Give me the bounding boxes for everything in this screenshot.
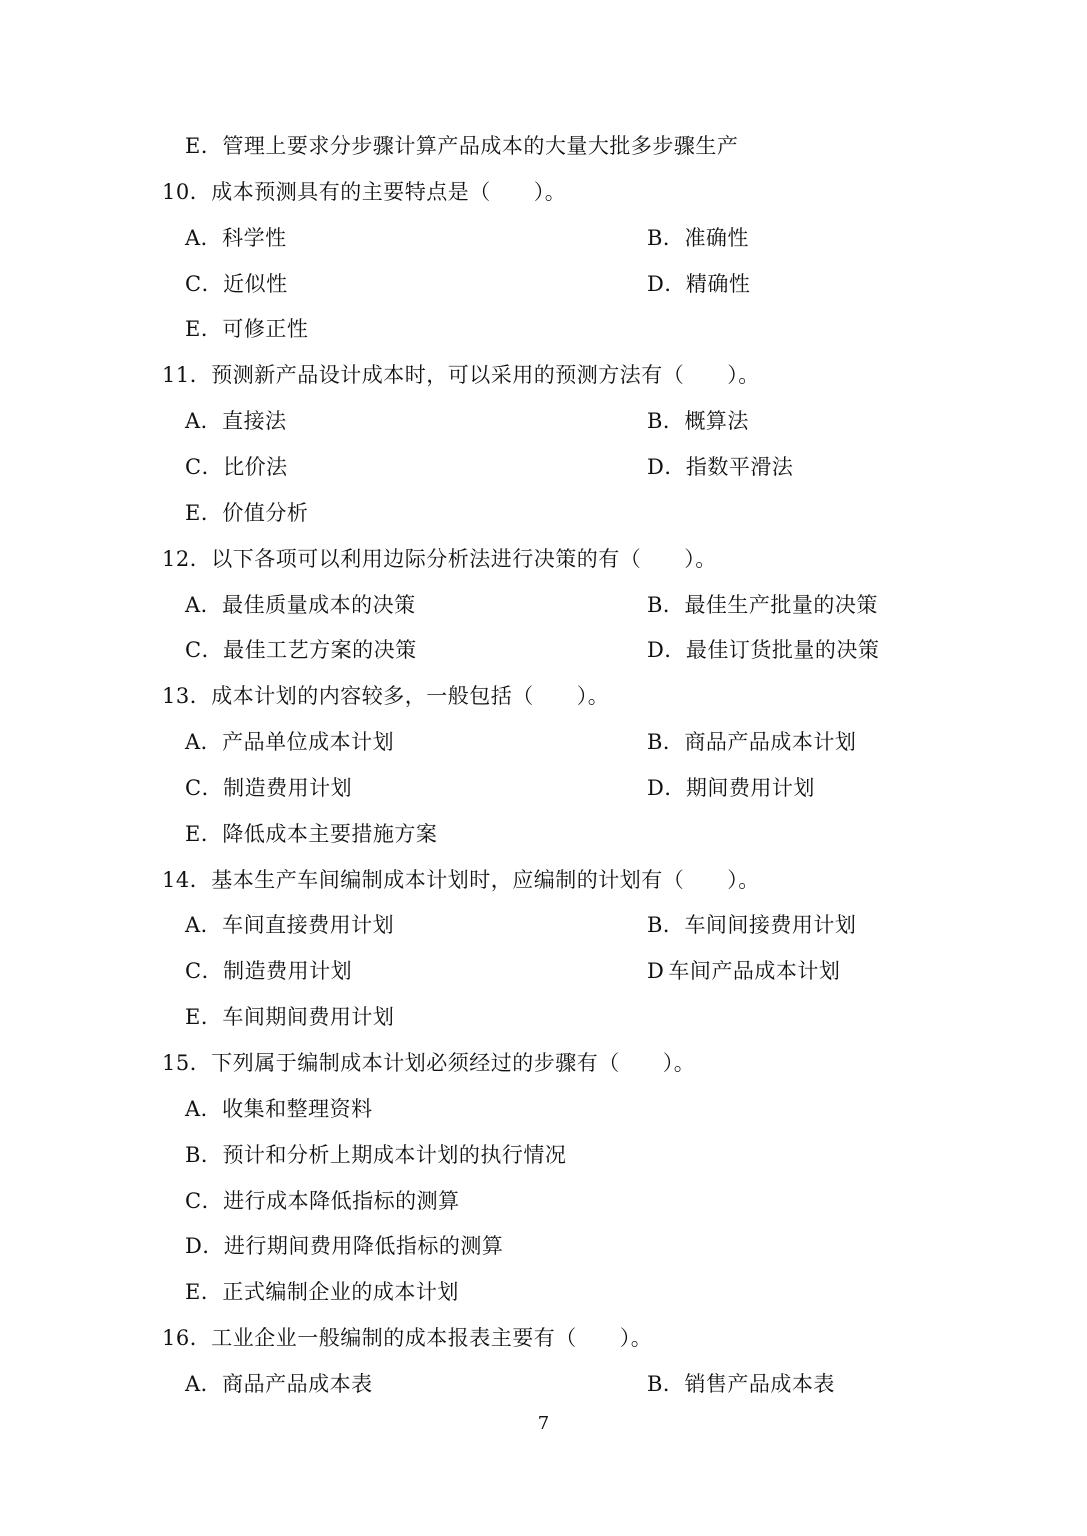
option [647, 270, 750, 298]
option [185, 820, 437, 848]
option [647, 957, 840, 985]
question-stem [162, 682, 609, 710]
option [647, 453, 793, 481]
option-text: 进行成本降低指标的测算 [223, 1189, 460, 1213]
option-label: A． [185, 593, 223, 617]
option-label: E． [185, 134, 223, 158]
option-label: A． [185, 913, 223, 937]
option-label: B． [647, 409, 685, 433]
question-number: 14． [162, 868, 212, 892]
option-label: C． [185, 959, 224, 983]
option-text: 车间间接费用计划 [684, 913, 857, 937]
option [185, 499, 308, 527]
option-text: 车间期间费用计划 [222, 1005, 395, 1029]
option-text: 精确性 [685, 272, 751, 296]
question-text: 预测新产品设计成本时，可以采用的预测方法有（ ）。 [211, 363, 760, 387]
option [185, 636, 417, 664]
option [647, 1370, 835, 1398]
option-label: B． [647, 913, 685, 937]
option-label: C． [185, 776, 224, 800]
option-text: 预计和分析上期成本计划的执行情况 [222, 1143, 567, 1167]
option-label: A． [185, 730, 223, 754]
option-text: 价值分析 [222, 501, 309, 525]
option-label: E． [185, 1280, 223, 1304]
option [185, 453, 288, 481]
question-stem [162, 545, 717, 573]
option [185, 1187, 460, 1215]
question-text: 成本预测具有的主要特点是（ ）。 [211, 180, 567, 204]
question-text: 工业企业一般编制的成本报表主要有（ ）。 [211, 1326, 653, 1350]
option [185, 224, 287, 252]
option-text: 最佳工艺方案的决策 [223, 638, 417, 662]
option-text: 比价法 [223, 455, 288, 479]
option-text: 直接法 [222, 409, 287, 433]
option [185, 728, 394, 756]
option-text: 车间直接费用计划 [222, 913, 395, 937]
option-label: E． [185, 1005, 223, 1029]
question-number: 12． [162, 547, 212, 571]
question-text: 成本计划的内容较多，一般包括（ ）。 [211, 684, 610, 708]
option [185, 774, 352, 802]
option [647, 911, 856, 939]
option-label: C． [185, 272, 224, 296]
option-label: B． [647, 226, 685, 250]
option-text: 科学性 [222, 226, 287, 250]
option-label: E． [185, 822, 223, 846]
question-text: 下列属于编制成本计划必须经过的步骤有（ ）。 [211, 1051, 696, 1075]
option-text: 销售产品成本表 [684, 1372, 835, 1396]
question-stem [162, 866, 760, 894]
option [185, 911, 394, 939]
option-label: D． [647, 455, 686, 479]
option-label: A． [185, 1372, 223, 1396]
question-text: 以下各项可以利用边际分析法进行决策的有（ ）。 [211, 547, 717, 571]
option [647, 591, 878, 619]
option-text: 制造费用计划 [223, 959, 353, 983]
option [647, 636, 879, 664]
option [185, 1003, 394, 1031]
option-label: B． [647, 730, 685, 754]
option [185, 270, 288, 298]
option-label: B． [647, 1372, 685, 1396]
option-label: A． [185, 409, 223, 433]
option-text: 进行期间费用降低指标的测算 [223, 1234, 504, 1258]
option [185, 1370, 373, 1398]
option-label: E． [185, 317, 223, 341]
option-label: D． [647, 272, 686, 296]
question-stem [162, 178, 566, 206]
option-text: 期间费用计划 [685, 776, 815, 800]
option-label: C． [185, 638, 224, 662]
option-text: 近似性 [223, 272, 288, 296]
page-number: 7 [537, 1413, 550, 1434]
option [185, 1232, 503, 1260]
option-text: 准确性 [684, 226, 749, 250]
option [647, 774, 815, 802]
option-label: E． [185, 501, 223, 525]
option-text: 指数平滑法 [685, 455, 794, 479]
option-text: 制造费用计划 [223, 776, 353, 800]
option [185, 407, 287, 435]
option-label: D [647, 959, 665, 983]
option-label: C． [185, 1189, 224, 1213]
question-number: 11． [162, 363, 212, 387]
option-text: 产品单位成本计划 [222, 730, 395, 754]
option-text: 管理上要求分步骤计算产品成本的大量大批多步骤生产 [222, 134, 739, 158]
option-text: 收集和整理资料 [222, 1097, 373, 1121]
question-stem [162, 361, 760, 389]
option [185, 957, 352, 985]
option-label: A． [185, 1097, 223, 1121]
option [185, 591, 416, 619]
option-label: B． [647, 593, 685, 617]
option-text: 概算法 [684, 409, 749, 433]
option-label: A． [185, 226, 223, 250]
option [647, 224, 749, 252]
option [185, 1278, 459, 1306]
option-text: 车间产品成本计划 [668, 959, 841, 983]
option-label: D． [647, 776, 686, 800]
question-number: 10． [162, 180, 212, 204]
option-label: D． [185, 1234, 224, 1258]
option [185, 1141, 566, 1169]
question-number: 13． [162, 684, 212, 708]
option-text: 商品产品成本计划 [684, 730, 857, 754]
question-text: 基本生产车间编制成本计划时，应编制的计划有（ ）。 [211, 868, 760, 892]
question-number: 15． [162, 1051, 212, 1075]
option [647, 407, 749, 435]
option [185, 1095, 373, 1123]
option-label: B． [185, 1143, 223, 1167]
option-text: 最佳生产批量的决策 [684, 593, 878, 617]
question-number: 16． [162, 1326, 212, 1350]
option [647, 728, 856, 756]
option-text: 最佳订货批量的决策 [685, 638, 880, 662]
option-text: 可修正性 [222, 317, 309, 341]
option-text: 降低成本主要措施方案 [222, 822, 438, 846]
option [185, 315, 308, 343]
question-stem [162, 1324, 652, 1352]
option-label: C． [185, 455, 224, 479]
option-text: 商品产品成本表 [222, 1372, 373, 1396]
option-label: D． [647, 638, 686, 662]
option-text: 最佳质量成本的决策 [222, 593, 416, 617]
option [185, 132, 738, 160]
question-stem [162, 1049, 695, 1077]
option-text: 正式编制企业的成本计划 [222, 1280, 459, 1304]
